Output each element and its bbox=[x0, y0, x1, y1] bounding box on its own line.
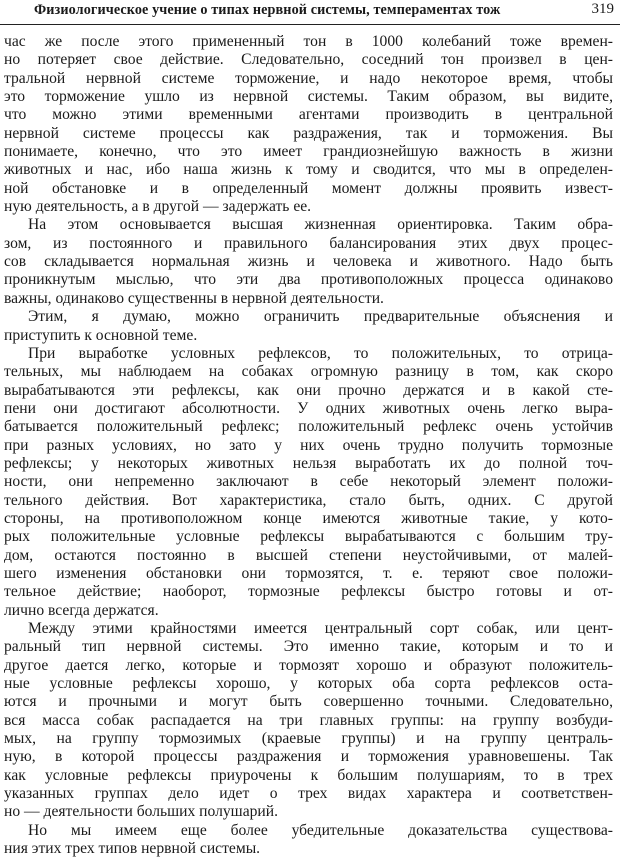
text-line: стороны, на противоположном конце имеются животные такие, у кото- bbox=[4, 509, 613, 527]
text-line: тельных, мы наблюдаем на собаках огромную разницу в том, как скоро bbox=[4, 363, 613, 381]
text-line: это торможение ушло из нервной системы. Таким образом, вы видите, bbox=[4, 88, 613, 106]
paragraph bbox=[4, 345, 613, 620]
text-line: сов складывается нормальная жизнь и человека и животного. Надо быть bbox=[4, 253, 613, 271]
text-line: тральной нервной системе торможение, и надо некоторое время, чтобы bbox=[4, 69, 613, 87]
text-line: тельного действия. Вот характеристика, стало быть, одних. С другой bbox=[4, 491, 613, 509]
text-line: лично всегда держатся. bbox=[4, 601, 159, 619]
text-line: как условные рефлексы приурочены к большим полушариям, то в трех bbox=[4, 766, 613, 784]
text-line: тельное действие; наоборот, тормозные рефлексы быстро готовы и от- bbox=[4, 583, 613, 601]
text-line: ную, в которой процессы раздражения и торможения уравновешены. Так bbox=[4, 748, 613, 766]
text-line: На этом основывается высшая жизненная ориентировка. Таким обра- bbox=[28, 216, 613, 234]
text-line: ности, они непременно заключают в себе некоторый элемент положи- bbox=[4, 473, 613, 491]
paragraph bbox=[4, 308, 613, 345]
text-line: приступить к основной теме. bbox=[4, 326, 198, 344]
paragraph bbox=[4, 620, 613, 822]
text-line: батывается положительный рефлекс; положительный рефлекс очень устойчив bbox=[4, 418, 613, 436]
text-line: шего изменения обстановки они тормозятся, т. е. теряют свое положи- bbox=[4, 564, 613, 582]
text-line: Между этими крайностями имеется центральный сорт собак, или цент- bbox=[28, 620, 613, 637]
text-line: ные условные рефлексы хорошо, у которых оба сорта рефлексов оста- bbox=[4, 675, 613, 693]
page-header bbox=[0, 0, 620, 25]
text-line: вырабатываются эти рефлексы, как они прочно держатся и в какой сте- bbox=[4, 381, 613, 399]
text-line: но потеряет свое действие. Следовательно, соседний тон произвел в цен- bbox=[4, 51, 613, 69]
text-line: но — деятельности больших полушарий. bbox=[4, 803, 278, 821]
text-line: при разных условиях, но зато у них очень трудно получить тормозные bbox=[4, 436, 613, 454]
paragraph bbox=[4, 33, 613, 216]
text-line: При выработке условных рефлексов, то положительных, то отрица- bbox=[28, 344, 613, 362]
page-number: 319 bbox=[591, 1, 614, 17]
text-line: зом, из постоянного и правильного балансирования этих двух процес- bbox=[4, 234, 613, 252]
text-line: мых, на группу тормозимых (краевые группы) и на группу централь- bbox=[4, 730, 613, 748]
text-line: рых положительные условные рефлексы вырабатываются с большим тру- bbox=[4, 528, 613, 546]
text-line: пени они достигают абсолютности. У одних животных очень легко выра- bbox=[4, 399, 613, 417]
text-line: ной обстановке и в определенный момент должны проявить извест- bbox=[4, 179, 613, 197]
paragraph bbox=[4, 822, 613, 858]
text-line: рефлексы; у некоторых животных нельзя выработать их до полной точ- bbox=[4, 454, 613, 472]
text-line: проникнутым мыслью, что эти два противоположных процесса одинаково bbox=[4, 271, 613, 289]
text-line: важны, одинаково существенны в нервной деятельности. bbox=[4, 289, 384, 307]
text-line: понимаете, конечно, что это имеет грандиознейшую важность в жизни bbox=[4, 143, 613, 161]
text-line: Этим, я думаю, можно ограничить предварительные объяснения и bbox=[28, 308, 613, 326]
text-line: вся масса собак распадается на три главных группы: на группу возбуди- bbox=[4, 711, 613, 729]
text-line: указанных группах дело идет о трех видах характера и соответствен- bbox=[4, 785, 613, 803]
paragraph bbox=[4, 216, 613, 308]
text-line: Но мы имеем еще более убедительные доказательства существова- bbox=[28, 821, 613, 839]
text-line: другое дается легко, которые и тормозят хорошо и образуют положитель- bbox=[4, 656, 613, 674]
text-line: час же после этого примененный тон в 1000 колебаний тоже времен- bbox=[4, 33, 613, 50]
text-line: ния этих трех типов нервной системы. bbox=[4, 840, 261, 858]
running-title: Физиологическое учение о типах нервной системы, темпераментах тож bbox=[34, 2, 501, 18]
text-line: животных и нас, ибо наша жизнь к тому и сводится, что мы в определен- bbox=[4, 161, 613, 179]
text-line: ются и прочными и могут быть совершенно точными. Следовательно, bbox=[4, 693, 613, 711]
text-line: нервной системе процессы как раздражения, так и торможения. Вы bbox=[4, 124, 613, 142]
text-line: ральный тип нервной системы. Это именно такие, которым и то и bbox=[4, 638, 613, 656]
text-line: ную деятельность, а в другой — задержать ее. bbox=[4, 198, 312, 216]
text-line: дом, остаются постоянно в высшей степени неустойчивыми, от малей- bbox=[4, 546, 613, 564]
body-text bbox=[4, 33, 613, 858]
text-line: что можно этими временными агентами производить в центральной bbox=[4, 106, 613, 124]
